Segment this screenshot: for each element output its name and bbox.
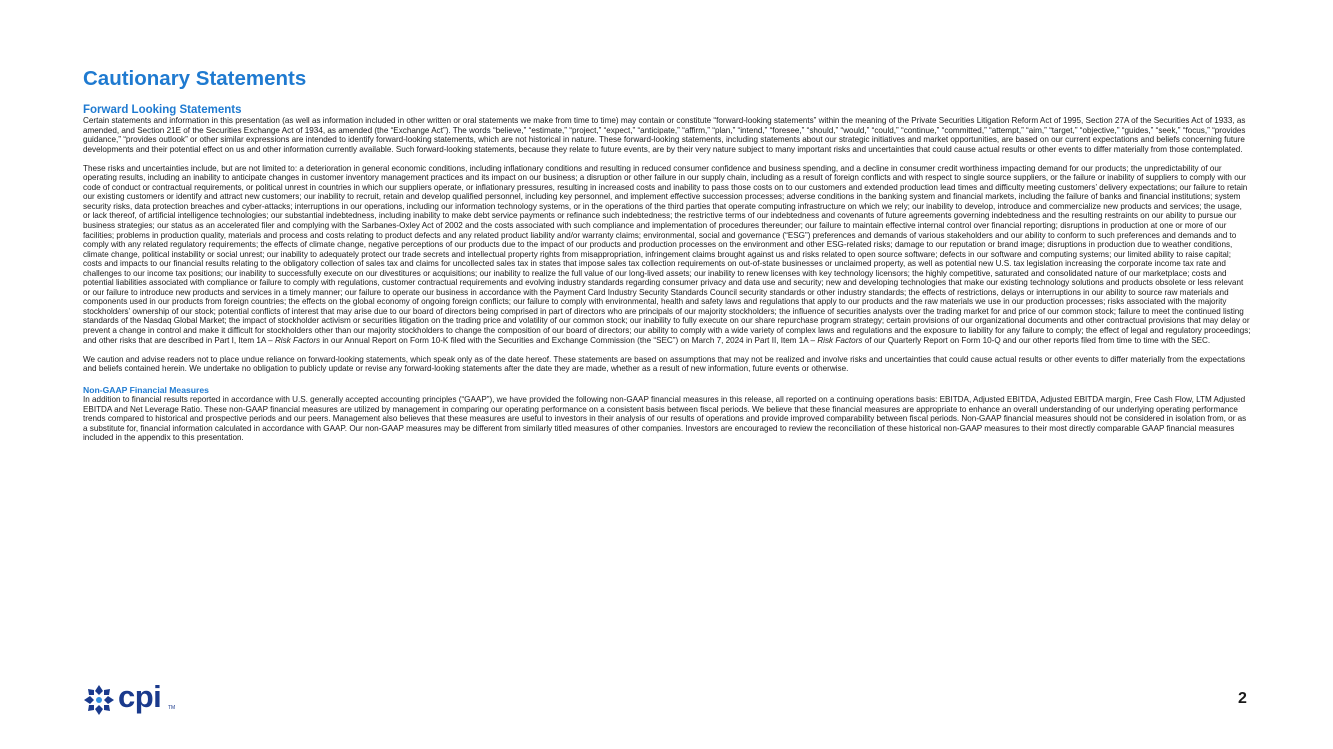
- forward-looking-paragraph-3: We caution and advise readers not to place undue reliance on forward-looking statements, which speak only as of the date hereof. These statements are based on assumptions that may not be realized and involve risks and uncertainties that could cause actual results or other events to differ materially from the expectations and beliefs contained herein. We undertake no obligation to publicly update or revise any forward-looking statements after the date they are made, whether as a result of new information, future events or otherwise.: [83, 354, 1246, 374]
- risks-text-mid: in our Annual Report on Form 10-K filed with the Securities and Exchange Commission (the “SEC”) on March 7, 2024 in Part II, Item 1A –: [320, 335, 818, 345]
- page-number: 2: [1238, 690, 1247, 707]
- risk-factors-italic-1: Risk Factors: [274, 335, 321, 345]
- risks-text-end: of our Quarterly Report on Form 10-Q and our other reports filed from time to time with the SEC.: [862, 335, 1211, 345]
- cpi-logo: [82, 679, 182, 717]
- forward-looking-paragraph-2: [83, 164, 1251, 345]
- page-title: Cautionary Statements: [83, 67, 307, 90]
- risk-factors-italic-2: Risk Factors: [817, 335, 863, 345]
- forward-looking-heading: Forward Looking Statements: [83, 104, 242, 116]
- non-gaap-paragraph: In addition to financial results reported in accordance with U.S. generally accepted accounting principles (“GAAP”), we have provided the following non-GAAP financial measures in this release, all reported on a continuing operations basis: EBITDA, Adjusted EBITDA, Adjusted EBITDA margin, Free Cash Flow, LTM Adjusted EBITDA and Net Leverage Ratio. These non-GAAP financial measures are utilized by management in comparing our operating performance on a consistent basis between fiscal periods. We believe that these financial measures are appropriate to enhance an overall understanding of our underlying operating performance trends compared to historical and prospective periods and our peers. Management also believes that these measures are useful to investors in their analysis of our results of operations and provide improved comparability between fiscal periods. Non-GAAP financial measures should not be considered in isolation from, or as a substitute for, financial information calculated in accordance with GAAP. Our non-GAAP measures may be different from similarly titled measures of other companies. Investors are encouraged to review the reconciliation of these historical non-GAAP measures to their most directly comparable GAAP financial measures included in the appendix to this presentation.: [83, 395, 1247, 443]
- logo-text: cpi: [118, 679, 162, 714]
- risks-text: These risks and uncertainties include, but are not limited to: a deterioration in general economic conditions, including inflationary conditions and resulting in reduced consumer confidence and business spending, and a decline in consumer credit worthiness impacting demand for our products; the unpredictability of our operating results, including an inability to anticipate changes in customer inventory management practices and its impact on our business; a disruption or other failure in our supply chain, including as a result of foreign conflicts and with respect to single source suppliers, or the failure or inability of suppliers to comply with our code of conduct or contractual requirements, or political unrest in countries in which our suppliers operate, or inflationary pressures, resulting in increased costs and inability to pass those costs on to our customers and extended production lead times and difficulty meeting customers’ delivery expectations; our failure to retain our existing customers or identify and attract new customers; our inability to recruit, retain and develop qualified personnel, including key personnel, and implement effective succession processes; adverse conditions in the banking system and financial markets, including the failure of banks and financial institutions; system security risks, data protection breaches and cyber-attacks; interruptions in our operations, including our information technology systems, or in the operations of the third parties that operate computing infrastructure on which we rely; our inability to develop, introduce and commercialize new products and services; the usage, or lack thereof, of artificial intelligence technologies; our substantial indebtedness, including inability to make debt service payments or refinance such indebtedness; the restrictive terms of our indebtedness and covenants of future agreements governing indebtedness and the resulting restraints on our ability to pursue our business strategies; our status as an accelerated filer and complying with the Sarbanes-Oxley Act of 2002 and the costs associated with such compliance and implementation of procedures thereunder; our failure to maintain effective internal control over financial reporting; disruptions in production at one or more of our facilities; problems in production quality, materials and process and costs relating to product defects and any related product liability and/or warranty claims; environmental, social and governance (“ESG”) preferences and demands of various stakeholders and our ability to conform to such preferences and demands and to comply with any related regulatory requirements; the effects of climate change, negative perceptions of our products due to the impact of our products and production processes on the environment and other ESG-related risks; damage to our reputation or brand image; disruptions in production due to weather conditions, climate change, political instability or social unrest; our inability to adequately protect our trade secrets and intellectual property rights from misappropriation, infringement claims brought against us and risks related to open source software; defects in our software and computing systems; our limited ability to raise capital; costs and impacts to our financial results relating to the obligatory collection of sales tax and claims for uncollected sales tax in states that impose sales tax collection requirements on out-of-state businesses or unclaimed property, as well as potential new U.S. tax legislation increasing the corporate income tax rate and challenges to our income tax positions; our inability to successfully execute on our divestitures or acquisitions; our inability to realize the full value of our long-lived assets; our inability to renew licenses with key technology licensors; the highly competitive, saturated and consolidated nature of our marketplace; costs and potential liabilities associated with compliance or failure to comply with regulations, customer contractual requirements and evolving industry standards regarding consumer privacy and data use and security; new and developing technologies that make our existing technology solutions and products obsolete or less relevant or our failure to introduce new products and services in a timely manner; our failure to operate our business in accordance with the Payment Card Industry Security Standards Council security standards or other industry standards; the effects of restrictions, delays or interruptions in our ability to source raw materials and components used in our products from foreign countries; the effects on the global economy of ongoing foreign conflicts; our failure to comply with environmental, health and safety laws and regulations that apply to our products and the raw materials we use in our production processes; risks associated with the majority stockholders’ ownership of our stock; potential conflicts of interest that may arise due to our board of directors being comprised in part of directors who are principals of our majority stockholders; the influence of securities analysts over the trading market for and price of our common stock; failure to meet the continued listing standards of the Nasdaq Global Market; the impact of stockholder activism or securities litigation on the trading price and volatility of our common stock; our inability to fully execute on our share repurchase program strategy; certain provisions of our organizational documents and other contractual provisions that may delay or prevent a change in control and make it difficult for stockholders other than our majority stockholders to change the composition of our board of directors; our ability to comply with a wide variety of complex laws and regulations and the exposure to liability for any failure to comply; the effect of legal and regulatory proceedings; and other risks that are described in Part I, Item 1A –: [83, 163, 1251, 345]
- logo-trademark: TM: [168, 705, 176, 711]
- forward-looking-paragraph-1: Certain statements and information in this presentation (as well as information included in other written or oral statements we make from time to time) may contain or constitute “forward-looking statements” within the meaning of the Private Securities Litigation Reform Act of 1995, Section 27A of the Securities Act of 1933, as amended, and Section 21E of the Securities Exchange Act of 1934, as amended (the “Exchange Act”). The words “believe,” “estimate,” “project,” “expect,” “anticipate,” “affirm,” “plan,” “intend,” “foresee,” “should,” “would,” “could,” “continue,” “committed,” “attempt,” “aim,” “target,” “objective,” “guides,” “seek,” “focus,” “provides guidance,” “provides outlook” or other similar expressions are intended to identify forward-looking statements, which are not historical in nature. These forward-looking statements, including statements about our strategic initiatives and market opportunities, are based on our current expectations and beliefs concerning future developments and their potential effect on us and other information currently available. Such forward-looking statements, because they relate to future events, are by their very nature subject to many important risks and uncertainties that could cause actual results or other events to differ materially from those contemplated.: [83, 116, 1246, 154]
- cpi-snowflake-logo-icon: [82, 683, 116, 717]
- non-gaap-heading: Non-GAAP Financial Measures: [83, 384, 209, 395]
- slide-content: [83, 66, 1251, 443]
